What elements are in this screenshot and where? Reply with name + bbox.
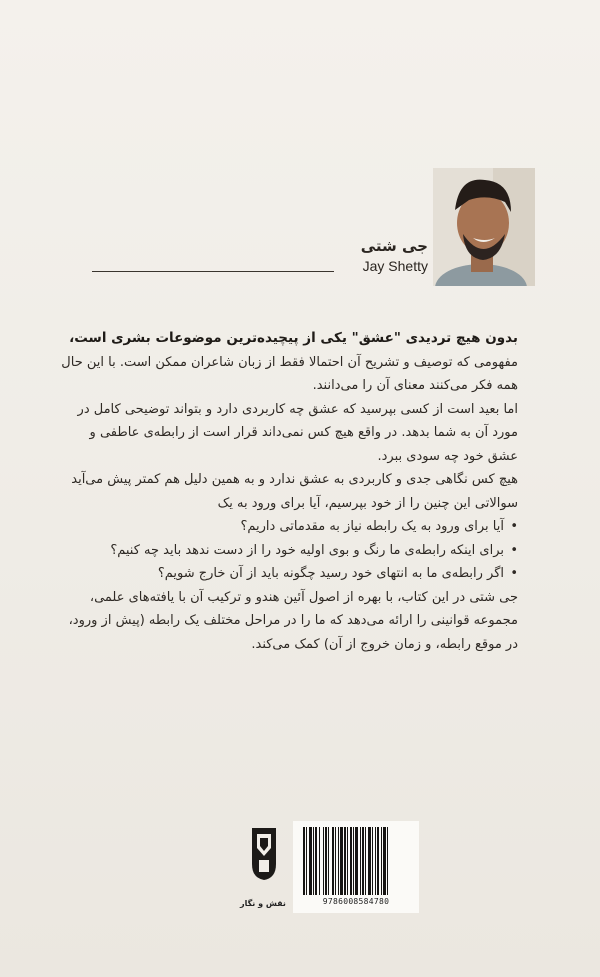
isbn-barcode xyxy=(293,821,419,913)
blurb-lead: بدون هیچ تردیدی "عشق" یکی از پیچیده‌ترین موضوعات بشری است، xyxy=(69,330,518,346)
blurb-paragraph-1: مفهومی که توصیف و تشریح آن احتمالا فقط از زبان شاعران ممکن است. با این حال همه فکر می‌کنند معنای آن را می‌دانند. xyxy=(61,354,518,393)
question-item: • اگر رابطه‌ی ما به انتهای خود رسید چگونه باید از آن خارج شویم؟ xyxy=(58,562,504,586)
isbn-number: 9786008584780 xyxy=(322,897,390,906)
author-photo xyxy=(433,168,535,286)
blurb-paragraph-2: اما بعید است از کسی بپرسید که عشق چه کاربردی دارد و بتواند توضیحی کامل در مورد آن به شما بدهد. در واقع هیچ کس نمی‌داند قرار است از رابطه‌ی عاطفی و عشق خود چه سودی ببرد. xyxy=(77,401,518,464)
blurb-paragraph-3: هیچ کس نگاهی جدی و کاربردی به عشق ندارد و به همین دلیل هم کمتر پیش می‌آید سوالاتی این چنین را از خود بپرسیم، آیا برای ورود به یک xyxy=(71,472,518,511)
publisher-name: نقش و نگار xyxy=(240,899,286,908)
question-list xyxy=(58,515,518,586)
barcode-bars xyxy=(301,827,411,895)
author-name-persian: جی شتی xyxy=(360,237,428,255)
blurb-paragraph-4: جی شتی در این کتاب، با بهره از اصول آئین هندو و ترکیب آن با یافته‌های علمی، مجموعه قوانینی را ارائه می‌دهد که ما را در مراحل مختلف یک رابطه (پیش از ورود، در موقع رابطه، و زمان خروج از آن) کمک می‌کند. xyxy=(68,589,518,652)
back-cover-blurb xyxy=(58,327,518,656)
question-item: • برای اینکه رابطه‌ی ما رنگ و بوی اولیه خود را از دست ندهد باید چه کنیم؟ xyxy=(58,539,504,563)
author-name-english: Jay Shetty xyxy=(362,258,428,274)
author-divider xyxy=(92,271,334,272)
question-item: • آیا برای ورود به یک رابطه نیاز به مقدماتی داریم؟ xyxy=(58,515,504,539)
publisher-logo-icon xyxy=(250,826,278,882)
